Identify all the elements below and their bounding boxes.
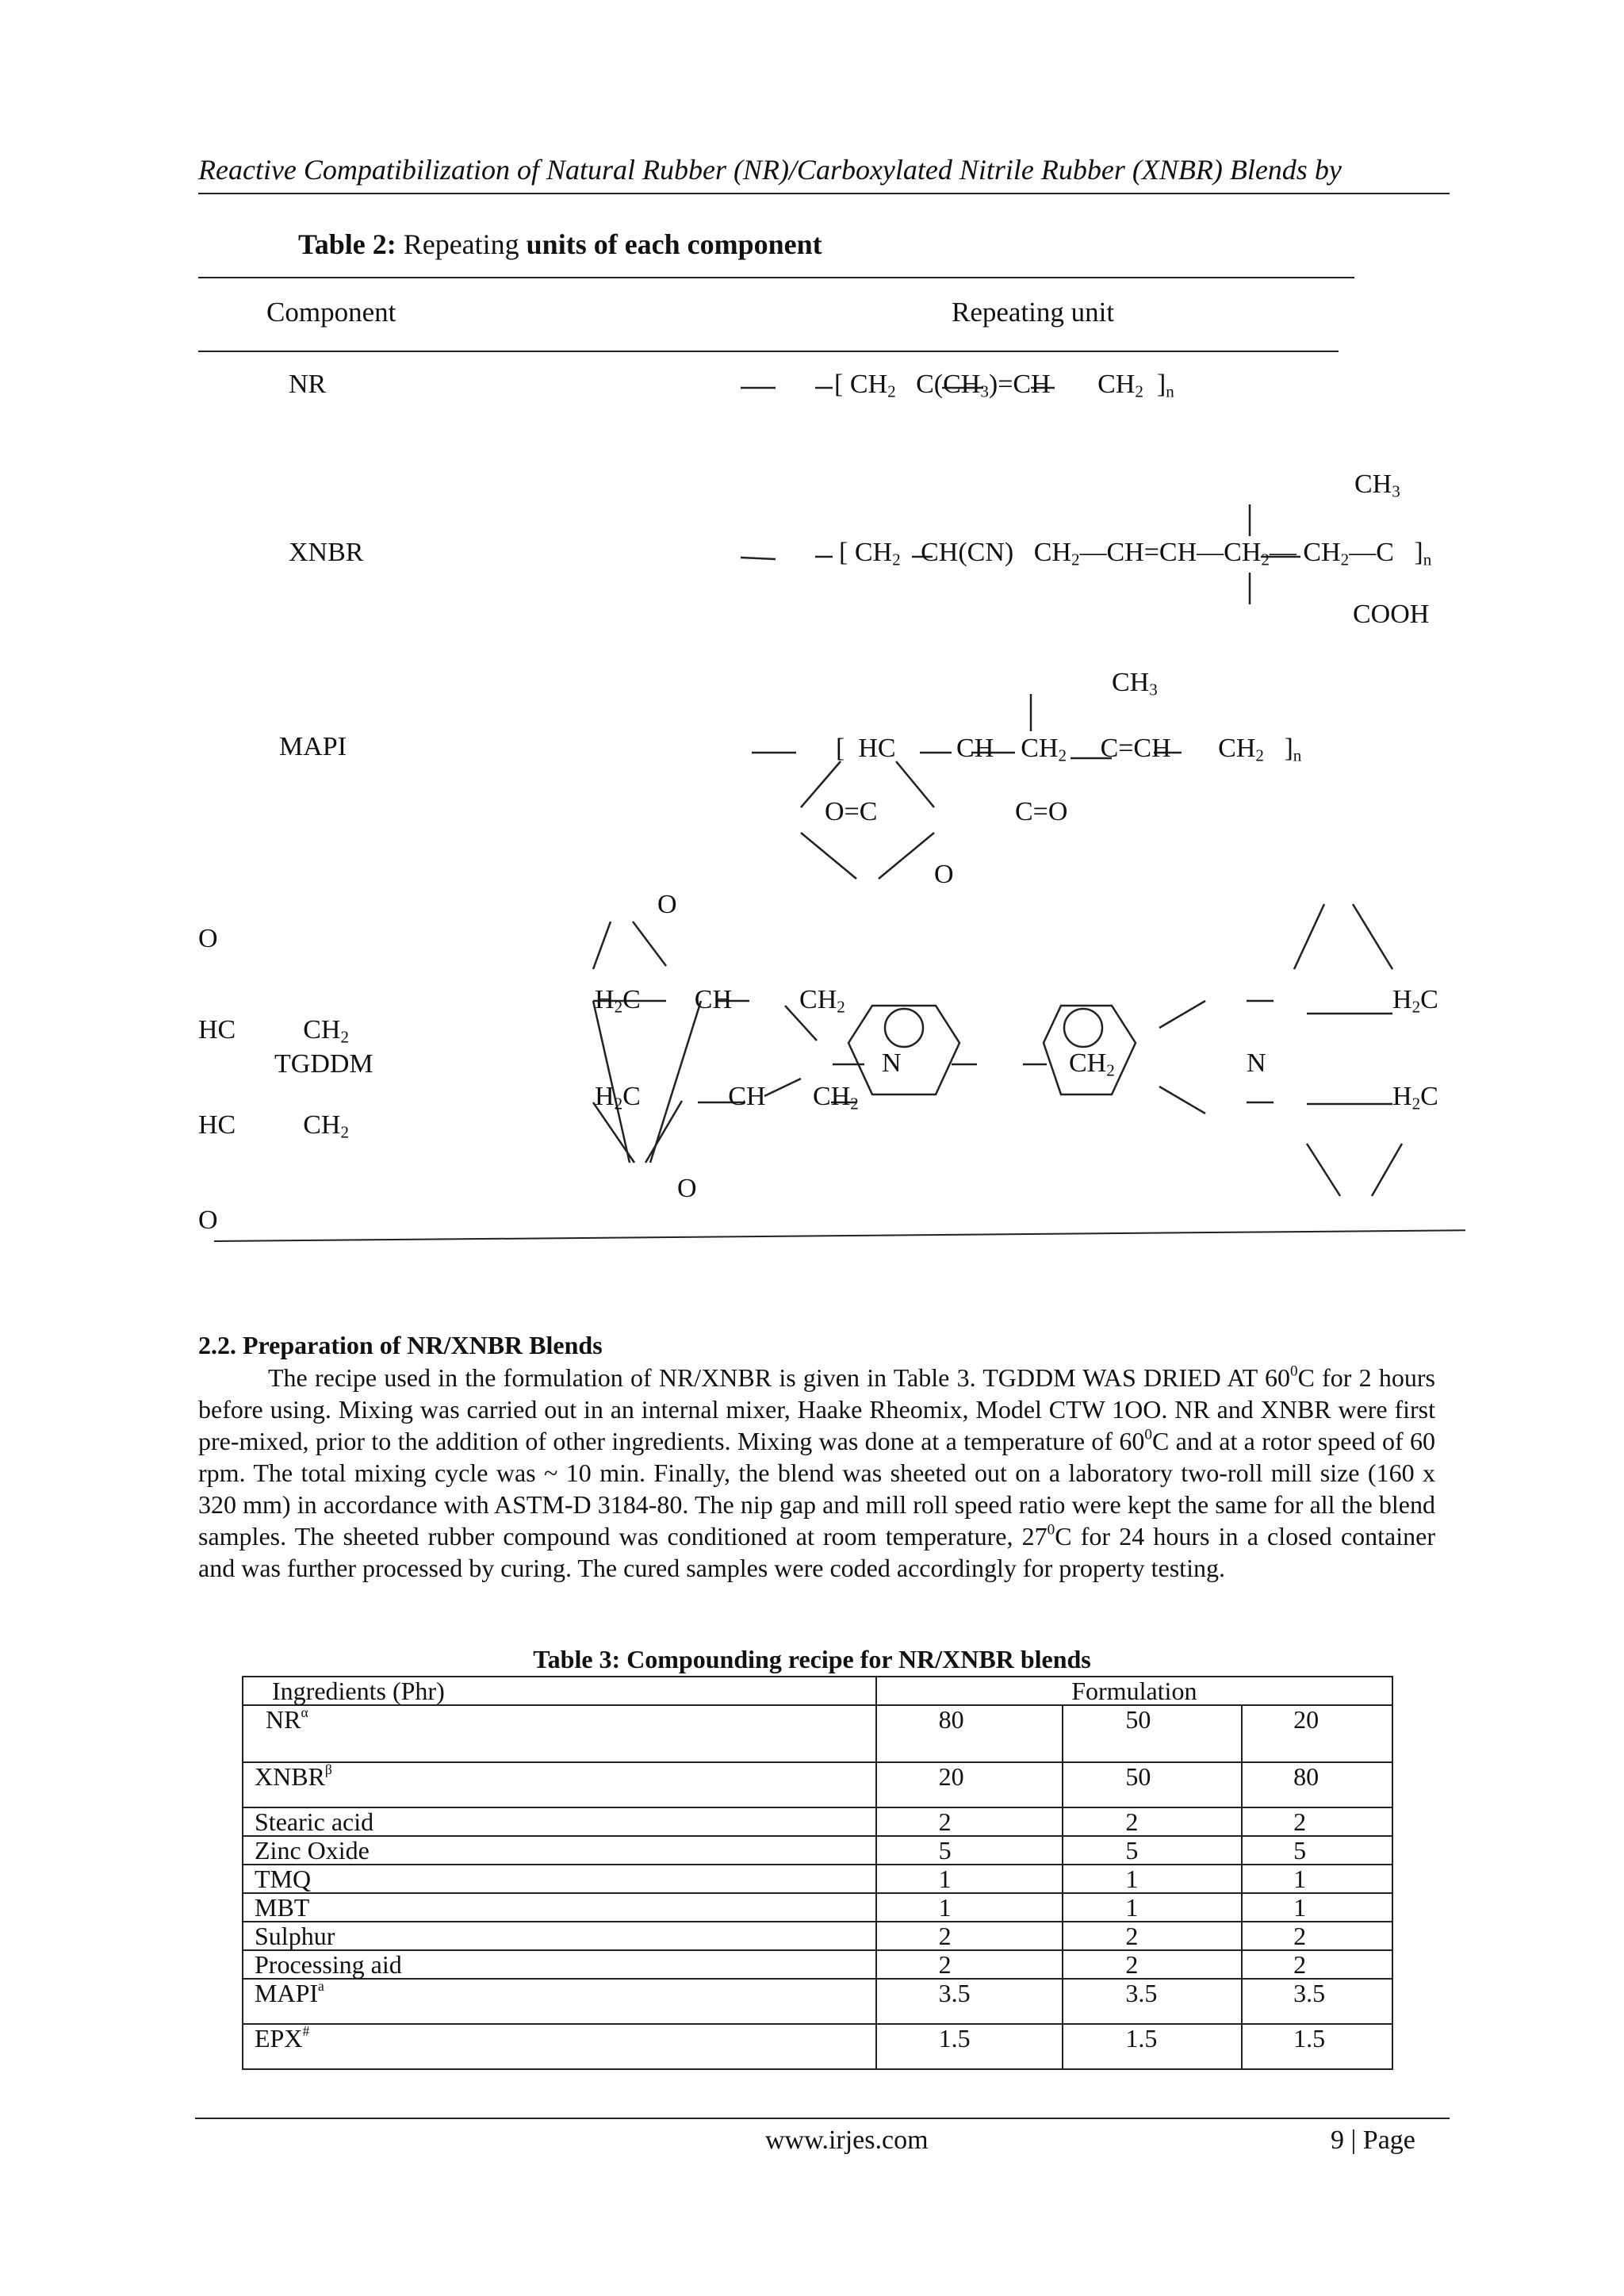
mapi-oc: O=C xyxy=(825,797,878,826)
ingredient-name: TMQ xyxy=(243,1865,876,1893)
ingredient-name: $NR^\alpha$ xyxy=(243,1705,876,1762)
table-row: $XNBR^\beta$ 20 50 80 xyxy=(243,1762,1392,1807)
table2-caption-bold: units of each component xyxy=(526,228,822,260)
mapi-co: C=O xyxy=(1015,797,1068,826)
tgddm-left-hc-top: HC $CH_2$ xyxy=(198,1015,350,1047)
xnbr-cooh: COOH xyxy=(1353,600,1430,629)
table-row: $NR^\alpha$ 80 50 20 xyxy=(243,1705,1392,1762)
running-title: Reactive Compatibilization of Natural Rubber (NR)/Carboxylated Nitrile Rubber (XNBR) Blends by xyxy=(198,154,1342,186)
table-row: EPX# 1.5 1.5 1.5 xyxy=(243,2024,1392,2069)
ingredient-name: Processing aid xyxy=(243,1950,876,1979)
table2-caption-label: Table 2: xyxy=(298,228,396,260)
ingredient-name: EPX# xyxy=(243,2024,876,2069)
component-xnbr: XNBR xyxy=(289,538,364,567)
table-row: Zinc Oxide 5 5 5 xyxy=(243,1836,1392,1865)
table3-head-formulation: Formulation xyxy=(876,1677,1392,1705)
table-row: MBT 1 1 1 xyxy=(243,1893,1392,1922)
mapi-unit-text: [ HC CH $CH_2$ C=CH $CH_2$ ]$_n$ xyxy=(836,734,1302,765)
component-tgddm: TGDDM xyxy=(274,1049,373,1079)
section-paragraph: The recipe used in the formulation of NR/XNBR is given in Table 3. TGDDM WAS DRIED AT $60^0C$ for 2 hours before using. Mixing was carried out in an internal mixer, Haake Rheomix, Model CTW 1OO. NR and XNBR were first pre-mixed, prior to the addition of other ingredients. Mixing was done at a temperature of $60^0C$ and at a rotor speed of 60 rpm. The total mixing cycle was ~ 10 min. Finally, the blend was sheeted out on a laboratory two-roll mill size (160 x 320 mm) in accordance with ASTM-D 3184-80. The nip gap and mill roll speed ratio were kept the same for all the blend samples. The sheeted rubber compound was conditioned at room temperature, $27^0C$ for 24 hours in a closed container and was further processed by curing. The cured samples were coded accordingly for property testing. xyxy=(198,1363,1436,1582)
ingredient-name: $XNBR^\beta$ xyxy=(243,1762,876,1807)
table-row: MAPI$^a$ 3.5 3.5 3.5 xyxy=(243,1979,1392,2024)
xnbr-ch3: $CH_3$ xyxy=(1354,470,1400,501)
tgddm-h2c-right-bottom: $H_2C$ xyxy=(1392,1082,1438,1114)
tgddm-h2c-right-top: $H_2C$ xyxy=(1392,985,1438,1017)
xnbr-unit-text: [ $CH_2$ CH(CN) $CH_2—CH=CH—CH_2—$ $CH_2—C$ ]$_n$ xyxy=(839,538,1432,569)
table3-head-ingredients: Ingredients (Phr) xyxy=(243,1677,876,1705)
table3 xyxy=(242,1676,1393,2070)
ingredient-name: Zinc Oxide xyxy=(243,1836,876,1865)
ingredient-name: Sulphur xyxy=(243,1922,876,1950)
ingredient-name: MAPI$^a$ xyxy=(243,1979,876,2024)
tgddm-n-left: N xyxy=(882,1048,902,1078)
tgddm-h2c-top: $H_2C$ CH $CH_2$ xyxy=(595,985,845,1017)
section-heading: 2.2. Preparation of NR/XNBR Blends xyxy=(198,1331,603,1359)
nr-unit-text: [ $CH_2$ $C(CH_3)=CH$ $CH_2$ ]$_n$ xyxy=(834,370,1174,401)
component-mapi: MAPI xyxy=(279,732,347,761)
table2-col-component: Component xyxy=(266,297,396,328)
tgddm-n-right: N xyxy=(1247,1048,1266,1078)
footer-site[interactable]: www.irjes.com xyxy=(765,2125,929,2155)
tgddm-o-top: O xyxy=(657,890,677,919)
tgddm-left-o-bottom: O xyxy=(198,1205,218,1235)
footer-page: 9 | Page xyxy=(1331,2125,1415,2155)
table2-caption-mid: Repeating xyxy=(396,228,527,260)
tgddm-ch2-bridge: $CH_2$ xyxy=(1069,1048,1115,1080)
table-row: Processing aid 2 2 2 xyxy=(243,1950,1392,1979)
tgddm-left-hc-bottom: HC $CH_2$ xyxy=(198,1110,350,1142)
ingredient-name: Stearic acid xyxy=(243,1807,876,1836)
tgddm-o-bottom: O xyxy=(677,1174,697,1203)
component-nr: NR xyxy=(289,370,327,399)
table-row: Stearic acid 2 2 2 xyxy=(243,1807,1392,1836)
mapi-ring-o: O xyxy=(934,860,954,889)
table-row: Sulphur 2 2 2 xyxy=(243,1922,1392,1950)
table3-caption: Table 3: Compounding recipe for NR/XNBR blends xyxy=(533,1645,1091,1673)
tgddm-h2c-bottom: $H_2C$ CH $CH_2$ xyxy=(595,1082,859,1114)
table-row: TMQ 1 1 1 xyxy=(243,1865,1392,1893)
ingredient-name: MBT xyxy=(243,1893,876,1922)
footer-rule xyxy=(195,2118,1450,2119)
tgddm-left-o-top: O xyxy=(198,924,218,953)
mapi-ch3: $CH_3$ xyxy=(1112,668,1158,700)
table2-col-unit: Repeating unit xyxy=(952,297,1115,328)
